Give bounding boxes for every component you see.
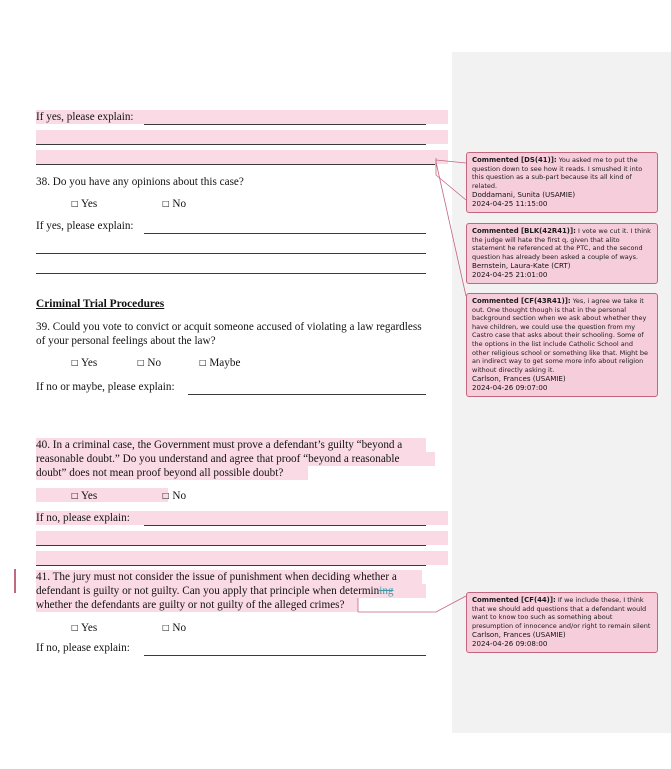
answer-rule-3 — [36, 164, 435, 165]
comment-tag: Commented [DS(41)]: — [472, 156, 557, 164]
question-39-line2: of your personal feelings about the law? — [36, 335, 216, 347]
comment-timestamp: 2024-04-25 11:15:00 — [472, 198, 548, 208]
answer-rule-4 — [144, 233, 426, 234]
checkbox-icon[interactable]: □ — [71, 491, 79, 500]
comment-tag: Commented [CF(44)]: — [472, 596, 556, 604]
question-41-line3: whether the defendants are guilty or not guilty of the alleged crimes? — [36, 599, 345, 611]
checkbox-icon[interactable]: □ — [199, 358, 207, 367]
q37-followup-label: If yes, please explain: — [36, 111, 134, 123]
comment-timestamp: 2024-04-26 09:07:00 — [472, 382, 548, 392]
comment-timestamp: 2024-04-26 09:08:00 — [472, 638, 548, 648]
change-bar-q41 — [14, 569, 16, 593]
question-39-choice-no: □ No — [137, 357, 162, 369]
comment-body: You asked me to put the question down to see how it reads. I smushed it into this question as a sub-part because its all kind of related. — [472, 156, 643, 190]
question-38-text: 38. Do you have any opinions about this case? — [36, 176, 244, 188]
checkbox-icon[interactable]: □ — [162, 491, 170, 500]
checkbox-icon[interactable]: □ — [162, 199, 170, 208]
question-40-choice-no: □ No — [162, 490, 187, 502]
answer-rule-10 — [36, 565, 426, 566]
question-41-line1: 41. The jury must not consider the issue of punishment when deciding whether a — [36, 571, 397, 583]
highlight-band-5 — [36, 551, 448, 565]
comment-body: Yes, i agree we take it out. One thought though is that in the personal background section when we ask about whether they have children, we could use the question from my Castro case that asks about their schooling. Some of the options in the list include Catholic School and other religious school or something like that. Might be an indirect way to get some more info about religion without directly asking it. — [472, 297, 649, 374]
answer-rule-7 — [188, 394, 426, 395]
answer-rule-6 — [36, 273, 426, 274]
question-39-line1: 39. Could you vote to convict or acquit someone accused of violating a law regardless — [36, 321, 422, 333]
highlight-band-2 — [36, 130, 448, 144]
tracked-deletion-ing: ing — [379, 585, 394, 597]
answer-rule-2 — [36, 144, 426, 145]
checkbox-icon[interactable]: □ — [71, 623, 79, 632]
checkbox-icon[interactable]: □ — [162, 623, 170, 632]
highlight-band-3 — [36, 150, 448, 164]
answer-rule-9 — [36, 545, 426, 546]
question-38-followup-label: If yes, please explain: — [36, 220, 134, 232]
question-40-line3: doubt” does not mean proof beyond all possible doubt? — [36, 467, 284, 479]
checkbox-icon[interactable]: □ — [71, 358, 79, 367]
question-40-line2: reasonable doubt.” Do you understand and agree that proof “beyond a reasonable — [36, 453, 400, 465]
question-41-choice-yes: □ Yes — [71, 622, 98, 634]
comment-author: Carlson, Frances (USAMIE) — [472, 374, 566, 384]
answer-rule-8 — [144, 525, 426, 526]
question-38-choice-yes: □ Yes — [71, 198, 98, 210]
question-39-choice-maybe: □ Maybe — [199, 357, 241, 369]
comment-author: Carlson, Frances (USAMIE) — [472, 630, 566, 640]
comment-author: Doddamani, Sunita (USAMIE) — [472, 190, 576, 200]
highlight-q40-choices — [36, 488, 168, 502]
comment-body: If we include these, I think that we should add questions that a defendant would want to know too such as something about presumption of innocence and/or right to remain silent — [472, 596, 651, 630]
answer-rule-5 — [36, 253, 426, 254]
question-38-choice-no: □ No — [162, 198, 187, 210]
question-40-line1: 40. In a criminal case, the Government must prove a defendant’s guilty “beyond a — [36, 439, 403, 451]
section-heading-criminal-trial-procedures: Criminal Trial Procedures — [36, 298, 165, 310]
question-41-choice-no: □ No — [162, 622, 187, 634]
question-40-choice-yes: □ Yes — [71, 490, 98, 502]
checkbox-icon[interactable]: □ — [137, 358, 145, 367]
comment-tag: Commented [BLK(42R41)]: — [472, 227, 576, 235]
question-41-line2-text: defendant is guilty or not guilty. Can you apply that principle when determin — [36, 585, 380, 597]
comment-body: I vote we cut it. I think the judge will hate the first q, given that alito statement he referenced at the PTC, and the second question has already been asked a couple of ways. — [472, 227, 651, 261]
comment-box-cf44[interactable] — [466, 592, 658, 653]
comment-tag: Commented [CF(43R41)]: — [472, 297, 571, 305]
highlight-band-4 — [36, 531, 448, 545]
question-41-followup-label: If no, please explain: — [36, 642, 130, 654]
question-39-followup-label: If no or maybe, please explain: — [36, 381, 175, 393]
comment-box-ds41[interactable] — [466, 152, 658, 213]
comment-box-blk42r41[interactable] — [466, 223, 658, 284]
answer-rule-11 — [144, 655, 426, 656]
comment-timestamp: 2024-04-25 21:01:00 — [472, 269, 548, 279]
comment-box-cf43r41[interactable] — [466, 293, 658, 397]
question-40-followup-label: If no, please explain: — [36, 512, 130, 524]
checkbox-icon[interactable]: □ — [71, 199, 79, 208]
comment-author: Bernstein, Laura-Kate (CRT) — [472, 261, 571, 271]
answer-rule-1 — [144, 124, 426, 125]
question-39-choice-yes: □ Yes — [71, 357, 98, 369]
